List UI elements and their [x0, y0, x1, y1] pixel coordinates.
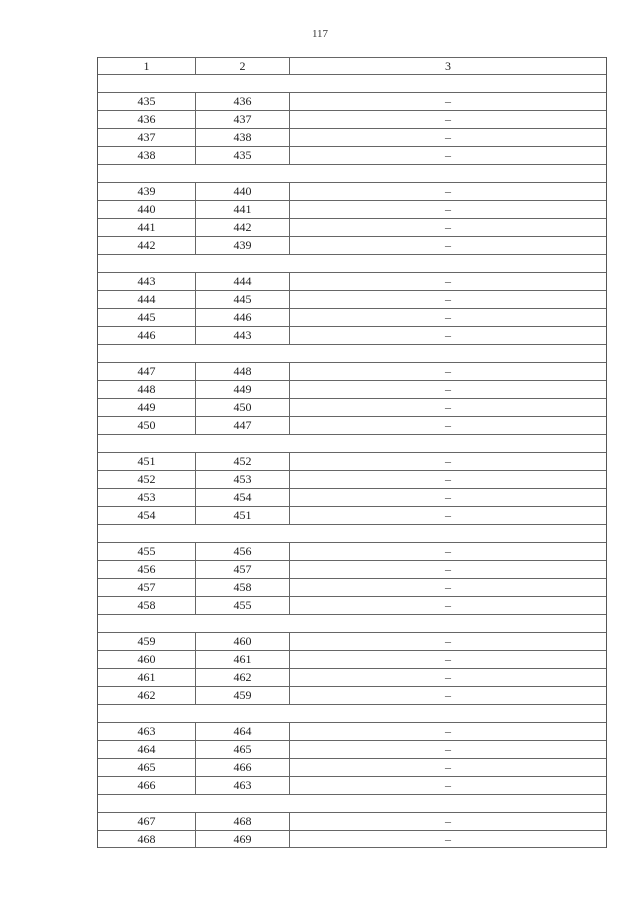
- table-cell-col3: –: [445, 310, 451, 324]
- table-cell-col2: 447: [196, 417, 290, 434]
- table-cell-col2: 459: [196, 687, 290, 704]
- column-header-2: 2: [196, 58, 290, 74]
- table-cell-col2: 437: [196, 111, 290, 128]
- group-separator: [98, 704, 606, 722]
- table-cell-col2: 438: [196, 129, 290, 146]
- table-cell-col3: –: [445, 148, 451, 162]
- table-row: [98, 578, 606, 596]
- table-row: [98, 830, 606, 848]
- table-row: [98, 290, 606, 308]
- table-cell-col2: 450: [196, 399, 290, 416]
- table-cell-col3: –: [445, 220, 451, 234]
- table-cell-col1: 468: [98, 831, 196, 847]
- table-row: [98, 650, 606, 668]
- table-row: [98, 452, 606, 470]
- table-cell-col2: 441: [196, 201, 290, 218]
- page-number: 117: [311, 28, 329, 40]
- table-row: [98, 506, 606, 524]
- table-cell-col1: 447: [98, 363, 196, 380]
- group-separator: [98, 794, 606, 812]
- table-row: [98, 596, 606, 614]
- table-row: [98, 632, 606, 650]
- table-row: [98, 722, 606, 740]
- table-cell-col2: 461: [196, 651, 290, 668]
- table-cell-col3: –: [445, 328, 451, 342]
- table-cell-col2: 443: [196, 327, 290, 344]
- table-cell-col3: –: [445, 832, 451, 846]
- table-row: [98, 326, 606, 344]
- table-cell-col3: –: [445, 418, 451, 432]
- table-cell-col1: 446: [98, 327, 196, 344]
- table-cell-col1: 467: [98, 813, 196, 830]
- table-row: [98, 542, 606, 560]
- table-cell-col3: –: [445, 490, 451, 504]
- table-row: [98, 308, 606, 326]
- table-row: [98, 686, 606, 704]
- table-cell-col1: 441: [98, 219, 196, 236]
- table-row: [98, 92, 606, 110]
- table-cell-col3: –: [445, 382, 451, 396]
- table-cell-col1: 445: [98, 309, 196, 326]
- group-separator: [98, 344, 606, 362]
- table-cell-col1: 439: [98, 183, 196, 200]
- table-cell-col1: 438: [98, 147, 196, 164]
- table-cell-col1: 465: [98, 759, 196, 776]
- table-cell-col2: 444: [196, 273, 290, 290]
- table-cell-col2: 440: [196, 183, 290, 200]
- table-cell-col2: 458: [196, 579, 290, 596]
- table-cell-col2: 468: [196, 813, 290, 830]
- table-cell-col1: 464: [98, 741, 196, 758]
- table-row: [98, 812, 606, 830]
- table-row: [98, 470, 606, 488]
- table-cell-col2: 463: [196, 777, 290, 794]
- table-cell-col2: 453: [196, 471, 290, 488]
- table-row: [98, 776, 606, 794]
- table-cell-col1: 449: [98, 399, 196, 416]
- table-cell-col2: 436: [196, 93, 290, 110]
- table-cell-col2: 456: [196, 543, 290, 560]
- group-separator: [98, 614, 606, 632]
- table-cell-col2: 435: [196, 147, 290, 164]
- table-cell-col3: –: [445, 202, 451, 216]
- table-cell-col3: –: [445, 472, 451, 486]
- group-separator: [98, 524, 606, 542]
- table-cell-col1: 457: [98, 579, 196, 596]
- table-cell-col1: 466: [98, 777, 196, 794]
- table-cell-col1: 450: [98, 417, 196, 434]
- table-cell-col1: 451: [98, 453, 196, 470]
- table-cell-col3: –: [445, 778, 451, 792]
- table-header-row: [98, 57, 606, 74]
- table-cell-col1: 448: [98, 381, 196, 398]
- table-cell-col2: 460: [196, 633, 290, 650]
- table-cell-col1: 440: [98, 201, 196, 218]
- table-cell-col1: 458: [98, 597, 196, 614]
- table-row: [98, 416, 606, 434]
- table-cell-col1: 460: [98, 651, 196, 668]
- table-cell-col1: 444: [98, 291, 196, 308]
- table-row: [98, 218, 606, 236]
- table-cell-col3: –: [445, 238, 451, 252]
- table-row: [98, 146, 606, 164]
- table-row: [98, 272, 606, 290]
- table-cell-col1: 435: [98, 93, 196, 110]
- table-row: [98, 236, 606, 254]
- table-cell-col2: 445: [196, 291, 290, 308]
- table-cell-col2: 457: [196, 561, 290, 578]
- table-cell-col3: –: [445, 634, 451, 648]
- table-cell-col2: 442: [196, 219, 290, 236]
- table-cell-col1: 437: [98, 129, 196, 146]
- table-cell-col1: 442: [98, 237, 196, 254]
- table-cell-col3: –: [445, 364, 451, 378]
- group-separator: [98, 254, 606, 272]
- table-cell-col1: 461: [98, 669, 196, 686]
- table-row: [98, 668, 606, 686]
- table-row: [98, 110, 606, 128]
- table-row: [98, 380, 606, 398]
- table-cell-col1: 436: [98, 111, 196, 128]
- table-row: [98, 200, 606, 218]
- table-cell-col2: 464: [196, 723, 290, 740]
- table-cell-col2: 451: [196, 507, 290, 524]
- table-cell-col1: 456: [98, 561, 196, 578]
- group-separator: [98, 164, 606, 182]
- table-cell-col3: –: [445, 580, 451, 594]
- table-cell-col1: 452: [98, 471, 196, 488]
- table-cell-col2: 462: [196, 669, 290, 686]
- table-cell-col3: –: [445, 742, 451, 756]
- table-row: [98, 182, 606, 200]
- table-cell-col3: –: [445, 544, 451, 558]
- table-cell-col3: –: [445, 652, 451, 666]
- table-cell-col3: –: [445, 292, 451, 306]
- table-cell-col2: 469: [196, 831, 290, 847]
- table-cell-col1: 443: [98, 273, 196, 290]
- table-cell-col2: 448: [196, 363, 290, 380]
- table-cell-col1: 455: [98, 543, 196, 560]
- table-cell-col1: 454: [98, 507, 196, 524]
- group-separator: [98, 434, 606, 452]
- table-row: [98, 758, 606, 776]
- table-cell-col2: 454: [196, 489, 290, 506]
- table-row: [98, 362, 606, 380]
- table-row: [98, 560, 606, 578]
- table-cell-col2: 446: [196, 309, 290, 326]
- table-cell-col3: –: [445, 508, 451, 522]
- table-cell-col2: 465: [196, 741, 290, 758]
- table-cell-col3: –: [445, 562, 451, 576]
- table-cell-col3: –: [445, 184, 451, 198]
- table-cell-col3: –: [445, 130, 451, 144]
- table-cell-col2: 452: [196, 453, 290, 470]
- table-cell-col1: 463: [98, 723, 196, 740]
- table-row: [98, 488, 606, 506]
- table-cell-col3: –: [445, 688, 451, 702]
- column-header-3: 3: [445, 59, 451, 73]
- table-row: [98, 128, 606, 146]
- table-row: [98, 398, 606, 416]
- table-cell-col3: –: [445, 274, 451, 288]
- table-cell-col3: –: [445, 724, 451, 738]
- table-cell-col3: –: [445, 670, 451, 684]
- table-row: [98, 740, 606, 758]
- table-body: [98, 74, 606, 848]
- table-cell-col1: 462: [98, 687, 196, 704]
- column-header-1: 1: [98, 58, 196, 74]
- group-separator: [98, 74, 606, 92]
- table-cell-col1: 459: [98, 633, 196, 650]
- table-cell-col2: 439: [196, 237, 290, 254]
- table-cell-col3: –: [445, 814, 451, 828]
- table-cell-col3: –: [445, 454, 451, 468]
- table-cell-col2: 449: [196, 381, 290, 398]
- table-cell-col3: –: [445, 400, 451, 414]
- data-table: [97, 57, 607, 848]
- table-cell-col2: 466: [196, 759, 290, 776]
- table-cell-col3: –: [445, 112, 451, 126]
- table-cell-col3: –: [445, 94, 451, 108]
- table-cell-col3: –: [445, 760, 451, 774]
- table-cell-col2: 455: [196, 597, 290, 614]
- table-cell-col1: 453: [98, 489, 196, 506]
- table-cell-col3: –: [445, 598, 451, 612]
